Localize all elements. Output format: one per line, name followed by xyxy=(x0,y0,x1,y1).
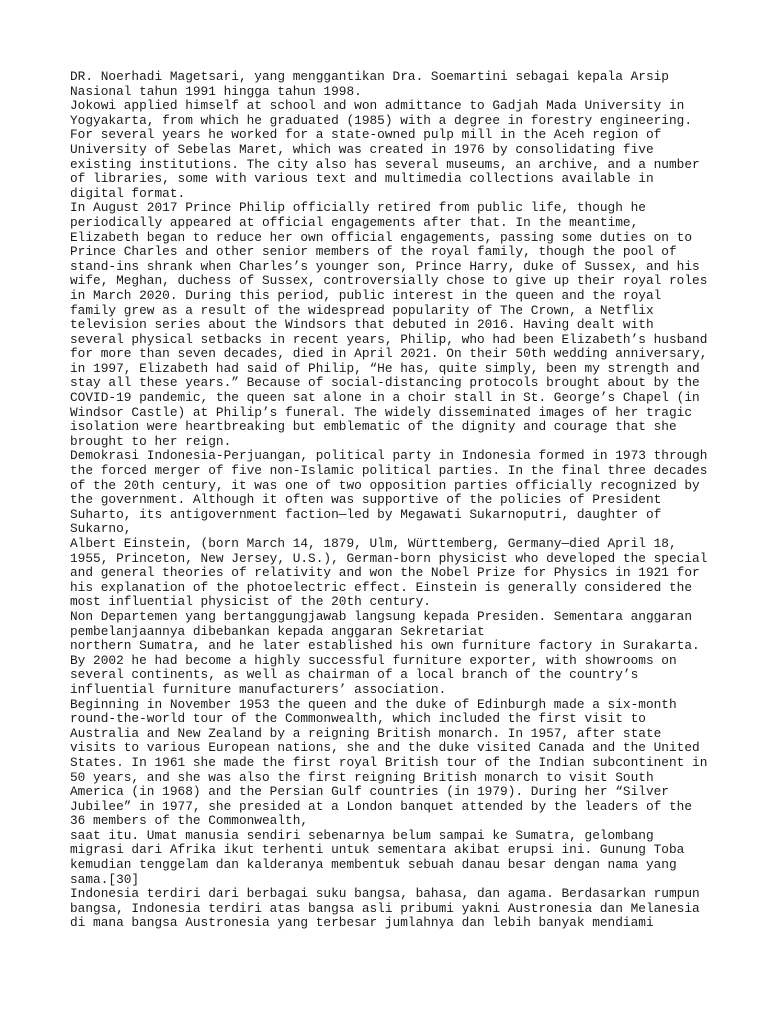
text-line: in 1997, Elizabeth had said of Philip, “He has, quite simply, been my strength and xyxy=(70,360,700,376)
text-line: several physical setbacks in recent years, Philip, who had been Elizabeth’s husband xyxy=(70,331,708,347)
text-line: saat itu. Umat manusia sendiri sebenarnya belum sampai ke Sumatra, gelombang xyxy=(70,827,654,843)
text-line: States. In 1961 she made the first royal British tour of the Indian subcontinent in xyxy=(70,754,708,770)
text-line: Jubilee” in 1977, she presided at a London banquet attended by the leaders of the xyxy=(70,798,693,814)
text-line: In August 2017 Prince Philip officially retired from public life, though he xyxy=(70,200,646,216)
text-line: Windsor Castle) at Philip’s funeral. The widely disseminated images of her tragic xyxy=(70,404,693,420)
text-line: Demokrasi Indonesia-Perjuangan, political party in Indonesia formed in 1973 through xyxy=(70,448,708,464)
text-line: influential furniture manufacturers’ association. xyxy=(70,681,447,697)
text-line: Albert Einstein, (born March 14, 1879, Ulm, Württemberg, Germany—died April 18, xyxy=(70,536,677,551)
text-line: COVID-19 pandemic, the queen sat alone in a choir stall in St. George’s Chapel (in xyxy=(70,390,700,406)
text-line: round-the-world tour of the Commonwealth, which included the first visit to xyxy=(70,711,646,727)
text-line: pembelanjaannya dibebankan kepada anggaran Sekretariat xyxy=(70,623,485,639)
text-line: and general theories of relativity and won the Nobel Prize for Physics in 1921 for xyxy=(70,565,700,581)
text-line: 1955, Princeton, New Jersey, U.S.), German-born physicist who developed the special xyxy=(70,550,708,566)
text-line: kemudian tenggelam dan kalderanya membentuk sebuah danau besar dengan nama yang xyxy=(70,857,677,873)
text-line: Jokowi applied himself at school and won admittance to Gadjah Mada University in xyxy=(70,98,685,114)
text-line: Nasional tahun 1991 hingga tahun 1998. xyxy=(70,83,362,99)
text-line: di mana bangsa Austronesia yang terbesar jumlahnya dan lebih banyak mendiami xyxy=(70,915,654,931)
text-line: the forced merger of five non-Islamic political parties. In the final three decades xyxy=(70,463,708,479)
text-line: Elizabeth began to reduce her own official engagements, passing some duties on to xyxy=(70,229,693,245)
text-line: 50 years, and she was also the first reigning British monarch to visit South xyxy=(70,769,654,785)
text-line: isolation were heartbreaking but emblematic of the dignity and courage that she xyxy=(70,419,677,435)
text-line: 36 members of the Commonwealth, xyxy=(70,813,309,829)
text-line: most influential physicist of the 20th century. xyxy=(70,594,431,610)
text-line: television series about the Windsors that debuted in 2016. Having dealt with xyxy=(70,317,654,333)
text-line: Beginning in November 1953 the queen and the duke of Edinburgh made a six-month xyxy=(70,696,677,712)
text-line: bangsa, Indonesia terdiri atas bangsa asli pribumi yakni Austronesia dan Melanesia xyxy=(70,900,700,916)
text-line: for more than seven decades, died in April 2021. On their 50th wedding anniversary, xyxy=(70,346,708,362)
text-line: family grew as a result of the widespread popularity of The Crown, a Netflix xyxy=(70,302,654,318)
text-line: DR. Noerhadi Magetsari, yang menggantikan Dra. Soemartini sebagai kepala Arsip xyxy=(70,69,669,84)
text-line: northern Sumatra, and he later established his own furniture factory in Surakarta. xyxy=(70,638,700,654)
text-line: existing institutions. The city also has several museums, an archive, and a number xyxy=(70,156,700,172)
text-line: Suharto, its antigovernment faction—led by Megawati Sukarnoputri, daughter of xyxy=(70,506,662,522)
text-line: visits to various European nations, she and the duke visited Canada and the United xyxy=(70,740,700,756)
text-line: of the 20th century, it was one of two opposition parties officially recognized by xyxy=(70,477,700,493)
text-line: stand-ins shrank when Charles’s younger son, Prince Harry, duke of Sussex, and his xyxy=(70,258,700,274)
text-line: sama.[30] xyxy=(70,871,140,887)
document-body xyxy=(70,70,710,931)
text-line: wife, Meghan, duchess of Sussex, controversially chose to give up their royal roles xyxy=(70,273,708,289)
text-line: For several years he worked for a state-owned pulp mill in the Aceh region of xyxy=(70,127,662,143)
text-line: migrasi dari Afrika ikut terhenti untuk sementara akibat erupsi ini. Gunung Toba xyxy=(70,842,685,858)
text-line: America (in 1968) and the Persian Gulf countries (in 1979). During her “Silver xyxy=(70,784,669,800)
text-line: By 2002 he had become a highly successful furniture exporter, with showrooms on xyxy=(70,652,677,668)
text-line: stay all these years.” Because of social-distancing protocols brought about by the xyxy=(70,375,700,391)
text-line: several continents, as well as chairman of a local branch of the country’s xyxy=(70,667,639,683)
text-line: University of Sebelas Maret, which was created in 1976 by consolidating five xyxy=(70,141,654,157)
text-line: of libraries, some with various text and multimedia collections available in xyxy=(70,171,654,187)
text-line: Sukarno, xyxy=(70,521,132,537)
text-line: Prince Charles and other senior members of the royal family, though the pool of xyxy=(70,244,677,260)
text-line: brought to her reign. xyxy=(70,433,232,449)
text-line: the government. Although it often was supportive of the policies of President xyxy=(70,492,662,508)
text-line: his explanation of the photoelectric effect. Einstein is generally considered the xyxy=(70,579,693,595)
text-line: in March 2020. During this period, public interest in the queen and the royal xyxy=(70,287,662,303)
text-line: Non Departemen yang bertanggungjawab langsung kepada Presiden. Sementara anggaran xyxy=(70,608,693,624)
text-line: Indonesia terdiri dari berbagai suku bangsa, bahasa, dan agama. Berdasarkan rumpun xyxy=(70,886,700,902)
text-line: Yogyakarta, from which he graduated (1985) with a degree in forestry engineering. xyxy=(70,112,693,128)
text-line: Australia and New Zealand by a reigning British monarch. In 1957, after state xyxy=(70,725,662,741)
text-line: digital format. xyxy=(70,185,186,201)
text-line: periodically appeared at official engagements after that. In the meantime, xyxy=(70,214,639,230)
